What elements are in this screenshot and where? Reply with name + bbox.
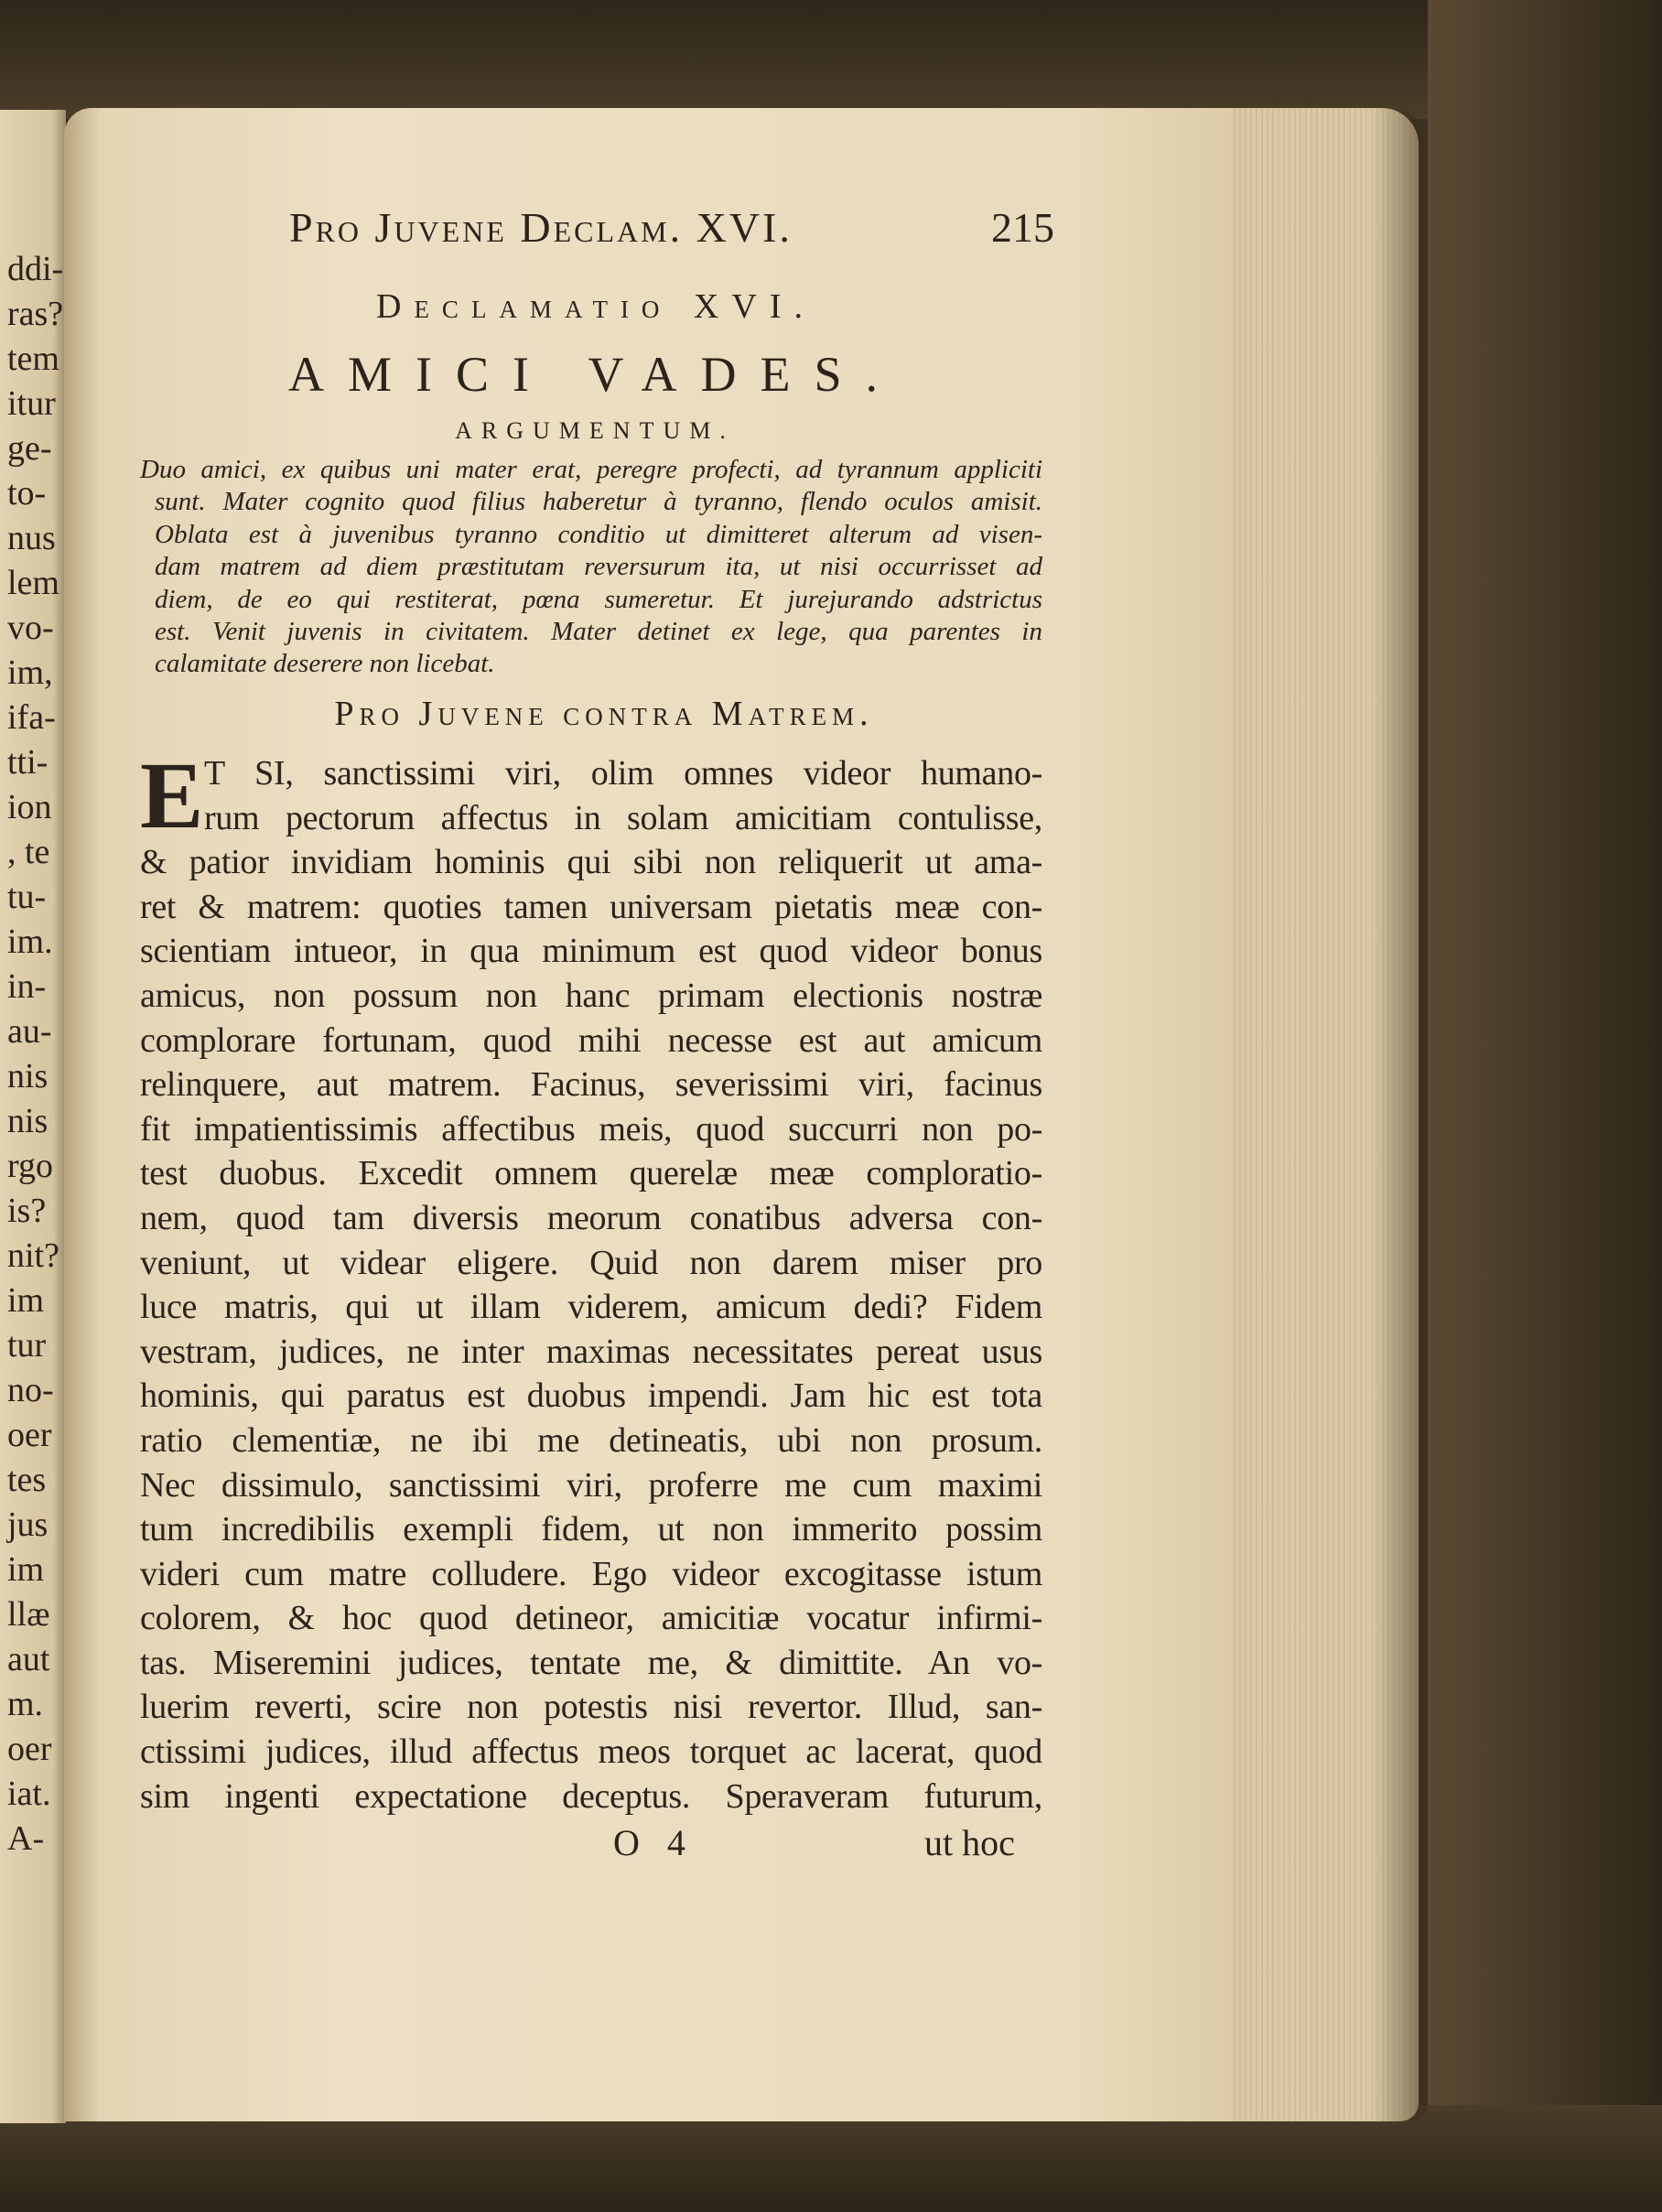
- body-line: tum incredibilis exempli fidem, ut non immerito possim: [140, 1510, 1042, 1549]
- left-page-fragment: im: [7, 1281, 45, 1320]
- left-page-fragment: aut: [7, 1640, 50, 1678]
- body-line: fit impatientissimis affectibus meis, quod succurri non po-: [140, 1109, 1042, 1149]
- argument-line: est. Venit juvenis in civitatem. Mater detinet ex lege, qua parentes in: [155, 617, 1042, 647]
- body-line: veniunt, ut videar eligere. Quid non darem miser pro: [140, 1243, 1042, 1282]
- left-page-fragment: ras?: [7, 295, 64, 333]
- left-page-fragment: lem: [7, 564, 59, 602]
- left-page-fragment: tti-: [7, 743, 49, 782]
- body-line: luce matris, qui ut illam viderem, amicum dedi? Fidem: [140, 1288, 1042, 1327]
- body-line: hominis, qui paratus est duobus impendi. Jam hic est tota: [140, 1376, 1042, 1416]
- left-page-fragment: no-: [7, 1371, 54, 1409]
- left-page-fragment: nit?: [7, 1236, 59, 1275]
- left-page-fragment: tur: [7, 1326, 47, 1365]
- background-right: [1428, 0, 1662, 2212]
- left-page-fragment: tem: [7, 340, 59, 378]
- left-page-fragment: iat.: [7, 1775, 51, 1813]
- left-page-fragment: au-: [7, 1012, 52, 1051]
- argument-line: Duo amici, ex quibus uni mater erat, peregre profecti, ad tyrannum appliciti: [140, 455, 1042, 484]
- left-page-fragment: ifa-: [7, 698, 56, 737]
- left-page-fragment: oer: [7, 1416, 52, 1454]
- left-page-fragment: tes: [7, 1461, 47, 1499]
- left-page-fragment: nis: [7, 1057, 49, 1095]
- left-page-fragment: ddi-: [7, 250, 64, 288]
- left-page-fragment: itur: [7, 384, 56, 423]
- left-page-fragment: im,: [7, 653, 53, 692]
- running-head: Pro Juvene Declam. XVI.: [289, 204, 793, 251]
- left-page-fragment: ion: [7, 788, 52, 826]
- left-page-fragment: to-: [7, 474, 47, 513]
- left-page-fragment: is?: [7, 1192, 47, 1230]
- signature-mark: O 4: [613, 1822, 695, 1863]
- body-line: amicus, non possum non hanc primam electionis nostræ: [140, 976, 1042, 1015]
- argument-line: dam matrem ad diem præstitutam reversurum ita, ut nisi occurrisset ad: [155, 552, 1042, 582]
- left-page-fragment: llæ: [7, 1595, 50, 1634]
- body-line: rum pectorum affectus in solam amicitiam contulisse,: [204, 798, 1042, 837]
- argument-line: Oblata est à juvenibus tyranno conditio ut dimitteret alterum ad visen-: [155, 519, 1042, 549]
- body-line: scientiam intueor, in qua minimum est quod videor bonus: [140, 932, 1042, 971]
- argument-line: diem, de eo qui restiterat, pœna sumeretur. Et jurejurando adstrictus: [155, 584, 1042, 614]
- page-number: 215: [991, 204, 1054, 251]
- body-line: T SI, sanctissimi viri, olim omnes videor humano-: [204, 754, 1042, 793]
- left-page-fragment: tu-: [7, 878, 47, 916]
- background-top: [0, 0, 1662, 119]
- left-page-fragment: nus: [7, 519, 56, 557]
- argument-line: sunt. Mater cognito quod filius haberetur à tyranno, flendo oculos amisit.: [155, 487, 1042, 517]
- left-page-fragment: im.: [7, 923, 53, 961]
- argument-line: calamitate deserere non licebat.: [155, 649, 495, 679]
- body-line: test duobus. Excedit omnem querelæ meæ comploratio-: [140, 1154, 1042, 1193]
- body-line: relinquere, aut matrem. Facinus, severissimi viri, facinus: [140, 1065, 1042, 1105]
- body-line: sim ingenti expectatione deceptus. Speraveram futurum,: [140, 1776, 1042, 1816]
- left-page-fragment: nis: [7, 1102, 49, 1140]
- main-title: AMICI VADES.: [287, 347, 902, 402]
- body-line: ret & matrem: quoties tamen universam pietatis meæ con-: [140, 887, 1042, 926]
- body-line: vestram, judices, ne inter maximas necessitates pereat usus: [140, 1332, 1042, 1371]
- drop-cap: E: [140, 743, 204, 848]
- fore-edge-shadow: [1373, 108, 1428, 2121]
- body-line: ratio clementiæ, ne ibi me detineatis, ubi non prosum.: [140, 1420, 1042, 1460]
- left-page-fragment: rgo: [7, 1147, 53, 1185]
- left-page-fragment: ge-: [7, 429, 52, 468]
- catchword: ut hoc: [924, 1822, 1015, 1863]
- body-text: [140, 743, 1042, 1818]
- body-line: complorare fortunam, quod mihi necesse est aut amicum: [140, 1020, 1042, 1060]
- left-page-fragment: jus: [7, 1505, 49, 1544]
- body-line: nem, quod tam diversis meorum conatibus adversa con-: [140, 1198, 1042, 1237]
- body-line: tas. Miseremini judices, tentate me, & dimittite. An vo-: [140, 1643, 1042, 1682]
- body-line: & patior invidiam hominis qui sibi non reliquerit ut ama-: [140, 843, 1042, 882]
- body-line: luerim reverti, scire non potestis nisi revertor. Illud, san-: [140, 1688, 1042, 1727]
- argument-paragraph: [140, 454, 1042, 681]
- left-page-fragment: , te: [7, 833, 50, 871]
- body-line: videri cum matre colludere. Ego videor excogitasse istum: [140, 1554, 1042, 1593]
- left-page-fragment: m.: [7, 1685, 44, 1723]
- body-line: colorem, & hoc quod detineor, amicitiæ vocatur infirmi-: [140, 1599, 1042, 1638]
- body-line: Nec dissimulo, sanctissimi viri, proferre me cum maximi: [140, 1465, 1042, 1505]
- left-page-fragment: vo-: [7, 609, 54, 647]
- left-page-edge: [0, 110, 66, 2123]
- argument-heading: ARGUMENTUM.: [455, 417, 735, 444]
- left-page-fragment: oer: [7, 1730, 52, 1768]
- declamation-title: Declamatio XVI.: [376, 287, 815, 326]
- section-subheading: Pro Juvene contra Matrem.: [334, 695, 874, 733]
- left-page-fragment: im: [7, 1550, 45, 1589]
- left-page-fragment: A-: [7, 1819, 45, 1858]
- body-line: ctissimi judices, illud affectus meos torquet ac lacerat, quod: [140, 1732, 1042, 1772]
- left-page-fragment: in-: [7, 967, 47, 1006]
